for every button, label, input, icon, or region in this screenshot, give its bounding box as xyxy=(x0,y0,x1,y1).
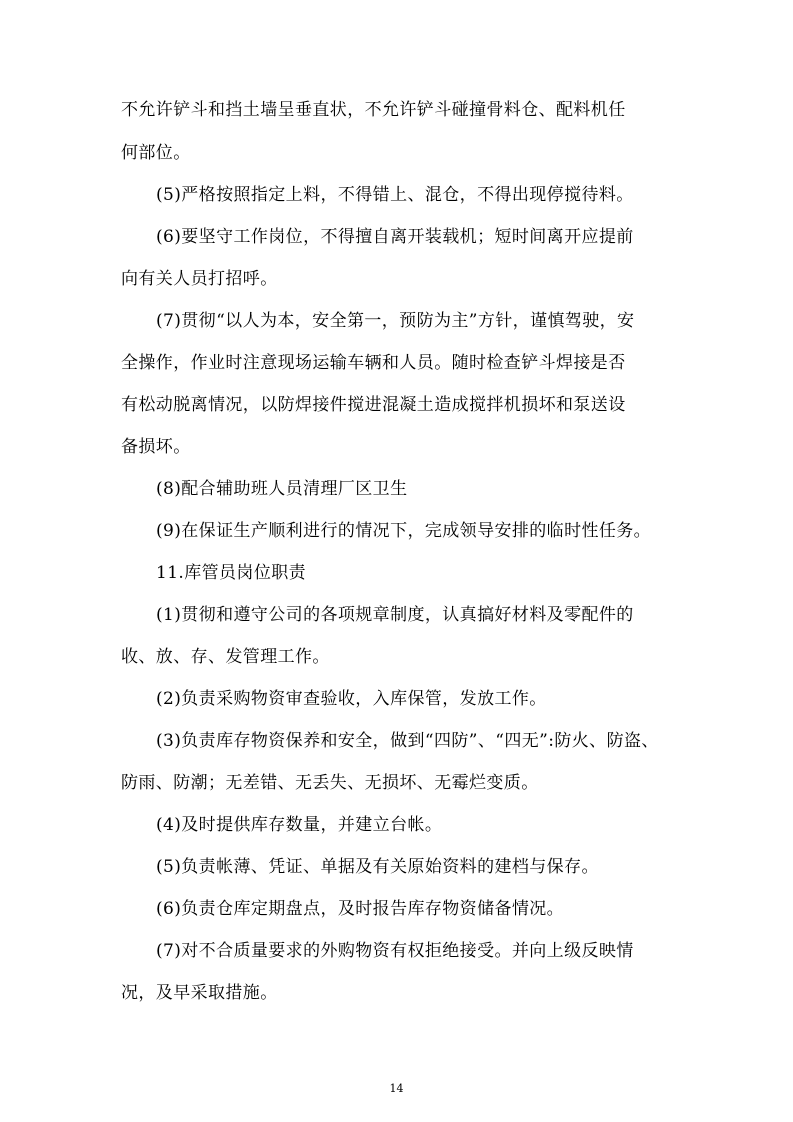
text-line: (4)及时提供库存数量，并建立台帐。 xyxy=(156,815,443,835)
text-line: 收、放、存、发管理工作。 xyxy=(121,647,330,667)
text-line: 不允许铲斗和挡土墙呈垂直状，不允许铲斗碰撞骨料仓、配料机任 xyxy=(121,100,626,120)
text-line: (7)贯彻“以人为本，安全第一，预防为主”方针，谨慎驾驶，安 xyxy=(156,311,635,331)
text-line: (5)负责帐薄、凭证、单据及有关原始资料的建档与保存。 xyxy=(156,857,599,877)
text-line: (2)负责采购物资审查验收，入库保管，发放工作。 xyxy=(156,689,547,709)
text-line: 有松动脱离情况，以防焊接件搅进混凝土造成搅拌机损坏和泵送设 xyxy=(121,395,626,415)
text-line: (5)严格按照指定上料，不得错上、混仓，不得出现停搅待料。 xyxy=(156,185,634,205)
text-line: (9)在保证生产顺利进行的情况下，完成领导安排的临时性任务。 xyxy=(156,521,652,541)
text-line: 况，及早采取措施。 xyxy=(121,983,278,1003)
text-line: (8)配合辅助班人员清理厂区卫生 xyxy=(156,479,408,499)
text-line: 何部位。 xyxy=(121,143,191,163)
text-line: 向有关人员打招呼。 xyxy=(121,269,278,289)
text-line: (7)对不合质量要求的外购物资有权拒绝接受。并向上级反映情 xyxy=(156,941,634,961)
text-line: 防雨、防潮；无差错、无丢失、无损坏、无霉烂变质。 xyxy=(121,773,539,793)
text-line: 全操作，作业时注意现场运输车辆和人员。随时检查铲斗焊接是否 xyxy=(121,353,626,373)
page-number: 14 xyxy=(389,1082,404,1095)
section-heading: 11.库管员岗位职责 xyxy=(156,563,307,583)
text-line: (6)负责仓库定期盘点，及时报告库存物资储备情况。 xyxy=(156,899,565,919)
text-line: (6)要坚守工作岗位，不得擅自离开装载机；短时间离开应提前 xyxy=(156,227,634,247)
text-line: 备损坏。 xyxy=(121,437,191,457)
text-line: (1)贯彻和遵守公司的各项规章制度，认真搞好材料及零配件的 xyxy=(156,605,634,625)
text-line: (3)负责库存物资保养和安全，做到“四防”、“四无”:防火、防盗、 xyxy=(156,731,659,751)
